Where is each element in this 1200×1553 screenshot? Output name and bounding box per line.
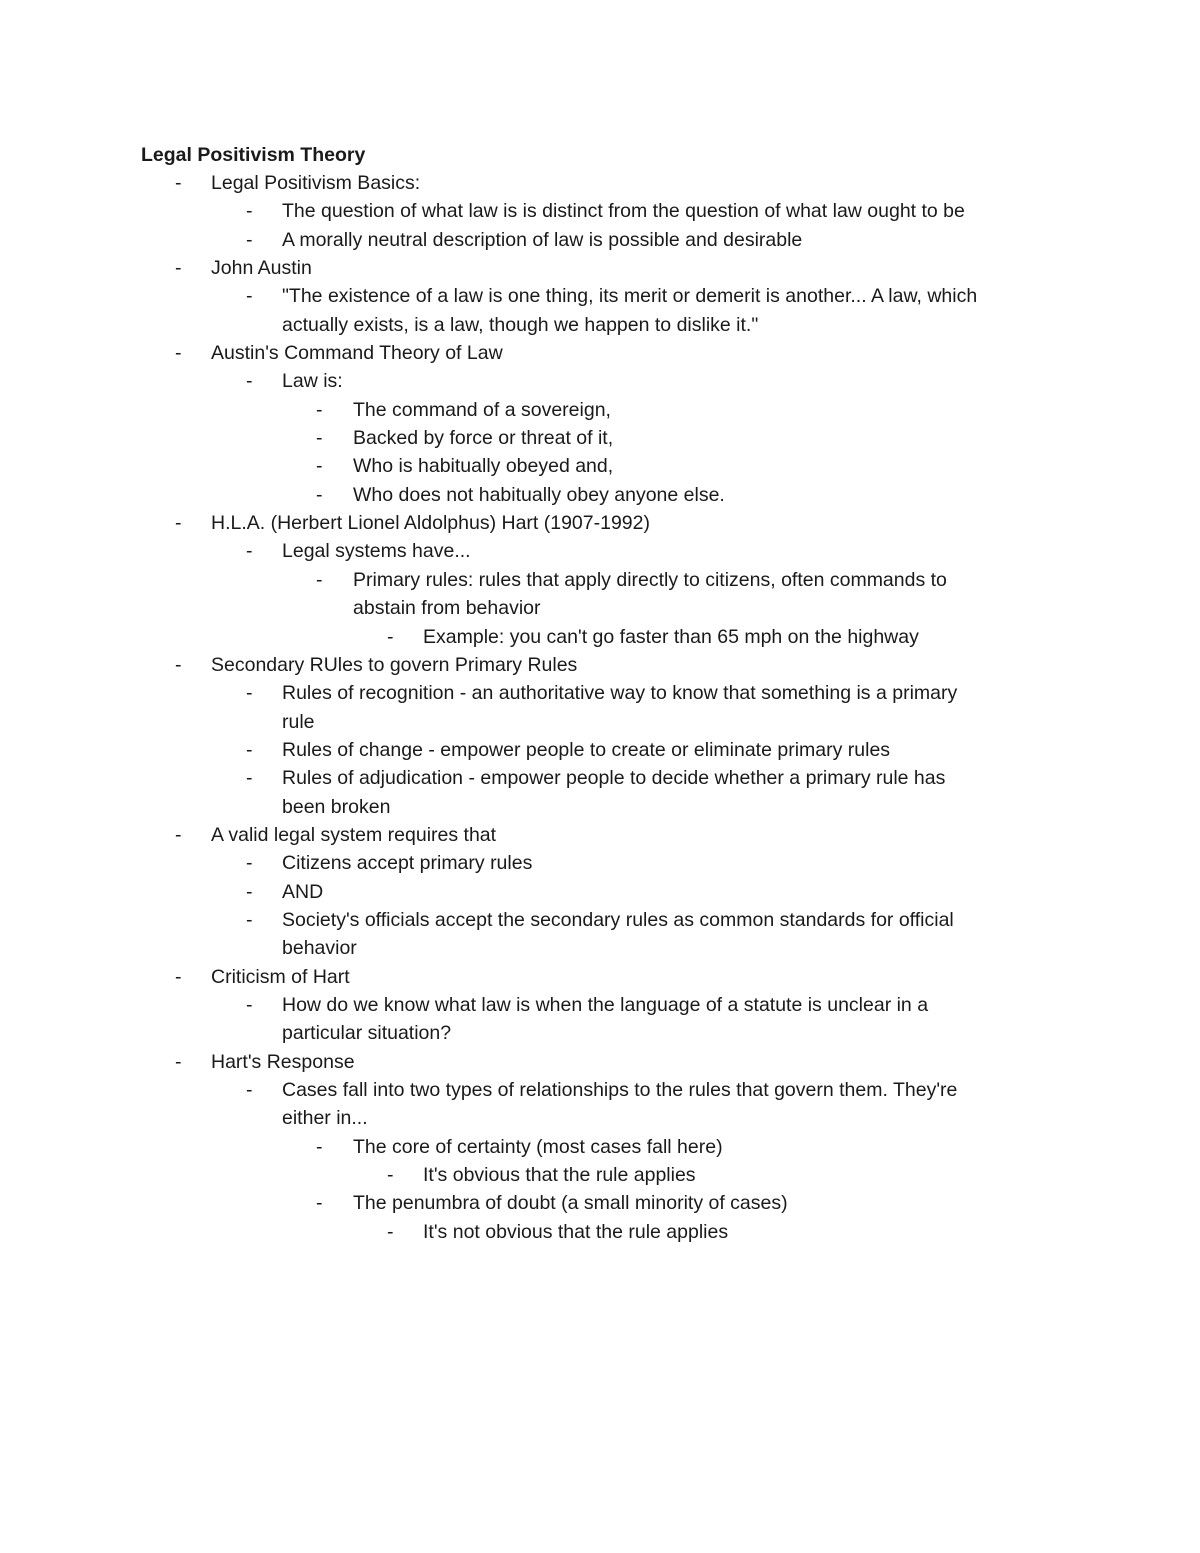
list-item-text: rule bbox=[282, 710, 315, 733]
bullet-dash: - bbox=[246, 540, 253, 563]
list-item bbox=[0, 566, 1200, 594]
bullet-dash: - bbox=[246, 200, 253, 223]
bullet-dash: - bbox=[246, 228, 253, 251]
list-item-text: actually exists, is a law, though we happen to dislike it." bbox=[282, 313, 759, 336]
list-item bbox=[0, 679, 1200, 707]
bullet-dash: - bbox=[175, 653, 182, 676]
bullet-dash: - bbox=[246, 908, 253, 931]
list-item-continuation bbox=[0, 311, 1200, 339]
list-item bbox=[0, 282, 1200, 310]
list-item-text: The penumbra of doubt (a small minority of cases) bbox=[353, 1192, 788, 1215]
outline-list bbox=[0, 169, 1200, 1246]
list-item bbox=[0, 509, 1200, 537]
list-item bbox=[0, 1076, 1200, 1104]
list-item bbox=[0, 623, 1200, 651]
bullet-dash: - bbox=[175, 172, 182, 194]
bullet-dash: - bbox=[316, 568, 323, 591]
list-item-text: AND bbox=[282, 880, 324, 903]
list-item bbox=[0, 452, 1200, 480]
document-title: Legal Positivism Theory bbox=[141, 144, 366, 166]
bullet-dash: - bbox=[316, 1192, 323, 1215]
list-item bbox=[0, 906, 1200, 934]
list-item-text: H.L.A. (Herbert Lionel Aldolphus) Hart (1907-1992) bbox=[211, 512, 650, 535]
list-item bbox=[0, 1218, 1200, 1246]
bullet-dash: - bbox=[246, 370, 253, 393]
list-item-text: Example: you can't go faster than 65 mph on the highway bbox=[423, 625, 919, 648]
list-item bbox=[0, 226, 1200, 254]
list-item-text: Rules of change - empower people to create or eliminate primary rules bbox=[282, 738, 891, 761]
list-item-text: The question of what law is is distinct from the question of what law ought to be bbox=[282, 200, 965, 223]
list-item-text: Hart's Response bbox=[211, 1050, 355, 1073]
list-item bbox=[0, 1161, 1200, 1189]
bullet-dash: - bbox=[316, 483, 323, 506]
list-item bbox=[0, 1133, 1200, 1161]
list-item-text: Law is: bbox=[282, 370, 343, 393]
list-item-text: John Austin bbox=[211, 257, 312, 280]
list-item-text: Primary rules: rules that apply directly to citizens, often commands to bbox=[353, 568, 947, 591]
list-item-text: either in... bbox=[282, 1107, 368, 1130]
bullet-dash: - bbox=[246, 852, 253, 875]
bullet-dash: - bbox=[316, 1135, 323, 1158]
list-item bbox=[0, 651, 1200, 679]
list-item-text: A valid legal system requires that bbox=[211, 823, 497, 846]
list-item bbox=[0, 254, 1200, 282]
list-item-text: "The existence of a law is one thing, its merit or demerit is another... A law, which bbox=[282, 285, 978, 308]
list-item-text: Society's officials accept the secondary rules as common standards for official bbox=[282, 908, 954, 931]
list-item-text: Rules of recognition - an authoritative way to know that something is a primary bbox=[282, 682, 958, 705]
bullet-dash: - bbox=[387, 625, 394, 648]
bullet-dash: - bbox=[246, 1079, 253, 1101]
list-item-continuation bbox=[0, 1019, 1200, 1047]
list-item-text: Legal systems have... bbox=[282, 540, 471, 563]
list-item-text: Secondary RUles to govern Primary Rules bbox=[211, 653, 578, 676]
list-item bbox=[0, 197, 1200, 225]
list-item-text: Who is habitually obeyed and, bbox=[353, 455, 614, 478]
bullet-dash: - bbox=[246, 880, 253, 903]
list-item bbox=[0, 1048, 1200, 1076]
list-item bbox=[0, 821, 1200, 849]
bullet-dash: - bbox=[175, 1050, 182, 1073]
bullet-dash: - bbox=[175, 512, 182, 535]
bullet-dash: - bbox=[387, 1164, 394, 1187]
bullet-dash: - bbox=[316, 427, 323, 450]
list-item bbox=[0, 736, 1200, 764]
list-item bbox=[0, 1189, 1200, 1217]
list-item bbox=[0, 878, 1200, 906]
bullet-dash: - bbox=[246, 285, 253, 308]
list-item-text: Rules of adjudication - empower people to decide whether a primary rule has bbox=[282, 767, 946, 790]
list-item-text: Cases fall into two types of relationships to the rules that govern them. They're bbox=[282, 1079, 958, 1101]
list-item-text: Legal Positivism Basics: bbox=[211, 172, 421, 194]
list-item-text: particular situation? bbox=[282, 1022, 452, 1045]
bullet-dash: - bbox=[175, 965, 182, 988]
list-item bbox=[0, 169, 1200, 197]
list-item-text: Citizens accept primary rules bbox=[282, 852, 533, 875]
list-item-text: behavior bbox=[282, 937, 357, 960]
list-item-text: Who does not habitually obey anyone else. bbox=[353, 483, 725, 506]
list-item-text: The core of certainty (most cases fall here) bbox=[353, 1135, 723, 1158]
list-item-continuation bbox=[0, 594, 1200, 622]
list-item-text: Backed by force or threat of it, bbox=[353, 427, 614, 450]
bullet-dash: - bbox=[175, 823, 182, 846]
list-item-continuation bbox=[0, 793, 1200, 821]
bullet-dash: - bbox=[246, 767, 253, 790]
list-item bbox=[0, 849, 1200, 877]
list-item bbox=[0, 339, 1200, 367]
list-item-text: It's obvious that the rule applies bbox=[423, 1164, 696, 1187]
bullet-dash: - bbox=[175, 342, 182, 365]
list-item bbox=[0, 396, 1200, 424]
list-item-continuation bbox=[0, 1104, 1200, 1132]
list-item bbox=[0, 424, 1200, 452]
bullet-dash: - bbox=[246, 738, 253, 761]
bullet-dash: - bbox=[246, 682, 253, 705]
list-item bbox=[0, 481, 1200, 509]
list-item-continuation bbox=[0, 708, 1200, 736]
list-item-continuation bbox=[0, 934, 1200, 962]
list-item-text: The command of a sovereign, bbox=[353, 398, 611, 421]
bullet-dash: - bbox=[175, 257, 182, 280]
list-item bbox=[0, 963, 1200, 991]
bullet-dash: - bbox=[316, 455, 323, 478]
list-item bbox=[0, 367, 1200, 395]
bullet-dash: - bbox=[246, 993, 253, 1016]
list-item bbox=[0, 764, 1200, 792]
bullet-dash: - bbox=[316, 398, 323, 421]
list-item bbox=[0, 537, 1200, 565]
list-item-text: A morally neutral description of law is possible and desirable bbox=[282, 228, 803, 251]
list-item-text: Austin's Command Theory of Law bbox=[211, 342, 503, 365]
list-item bbox=[0, 991, 1200, 1019]
list-item-text: It's not obvious that the rule applies bbox=[423, 1220, 729, 1243]
list-item-text: How do we know what law is when the language of a statute is unclear in a bbox=[282, 993, 929, 1016]
list-item-text: Criticism of Hart bbox=[211, 965, 350, 988]
list-item-text: been broken bbox=[282, 795, 391, 818]
bullet-dash: - bbox=[387, 1220, 394, 1243]
list-item-text: abstain from behavior bbox=[353, 597, 541, 620]
